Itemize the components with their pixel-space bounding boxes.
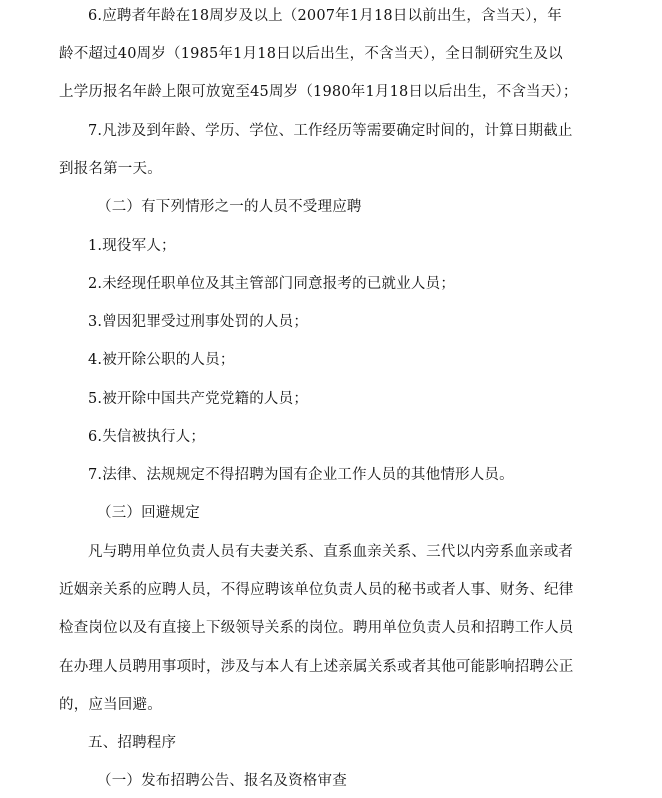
recusal-paragraph-line-2: 近姻亲关系的应聘人员，不得应聘该单位负责人员的秘书或者人事、财务、纪律 [59,582,574,598]
recusal-paragraph-line-5: 的，应当回避。 [59,697,162,713]
section-heading-exclusions: （二）有下列情形之一的人员不受理应聘 [97,199,362,215]
age-requirement-line-2: 龄不超过40周岁（1985年1月18日以后出生，不含当天），全日制研究生及以 [59,46,563,62]
recusal-paragraph-line-3: 检查岗位以及有直接上下级领导关系的岗位。聘用单位负责人员和招聘工作人员 [59,620,574,636]
date-calculation-line-2: 到报名第一天。 [59,161,162,177]
recusal-paragraph-line-1: 凡与聘用单位负责人员有夫妻关系、直系血亲关系、三代以内旁系血亲或者 [88,544,574,560]
section-heading-procedure: 五、招聘程序 [88,735,177,751]
age-requirement-line-3: 上学历报名年龄上限可放宽至45周岁（1980年1月18日以后出生，不含当天）； [59,84,578,100]
exclusion-item-5: 5.被开除中国共产党党籍的人员； [88,391,309,407]
exclusion-item-2: 2.未经现任职单位及其主管部门同意报考的已就业人员； [88,276,456,292]
subsection-heading-announcement: （一）发布招聘公告、报名及资格审查 [97,773,347,789]
exclusion-item-1: 1.现役军人； [88,238,176,254]
date-calculation-line-1: 7.凡涉及到年龄、学历、学位、工作经历等需要确定时间的，计算日期截止 [88,123,573,139]
exclusion-item-6: 6.失信被执行人； [88,429,206,445]
age-requirement-line-1: 6.应聘者年龄在18周岁及以上（2007年1月18日以前出生，含当天），年 [88,8,563,24]
exclusion-item-7: 7.法律、法规规定不得招聘为国有企业工作人员的其他情形人员。 [88,467,514,483]
exclusion-item-3: 3.曾因犯罪受过刑事处罚的人员； [88,314,309,330]
exclusion-item-4: 4.被开除公职的人员； [88,352,235,368]
recusal-paragraph-line-4: 在办理人员聘用事项时，涉及与本人有上述亲属关系或者其他可能影响招聘公正 [59,659,574,675]
section-heading-recusal: （三）回避规定 [97,505,200,521]
